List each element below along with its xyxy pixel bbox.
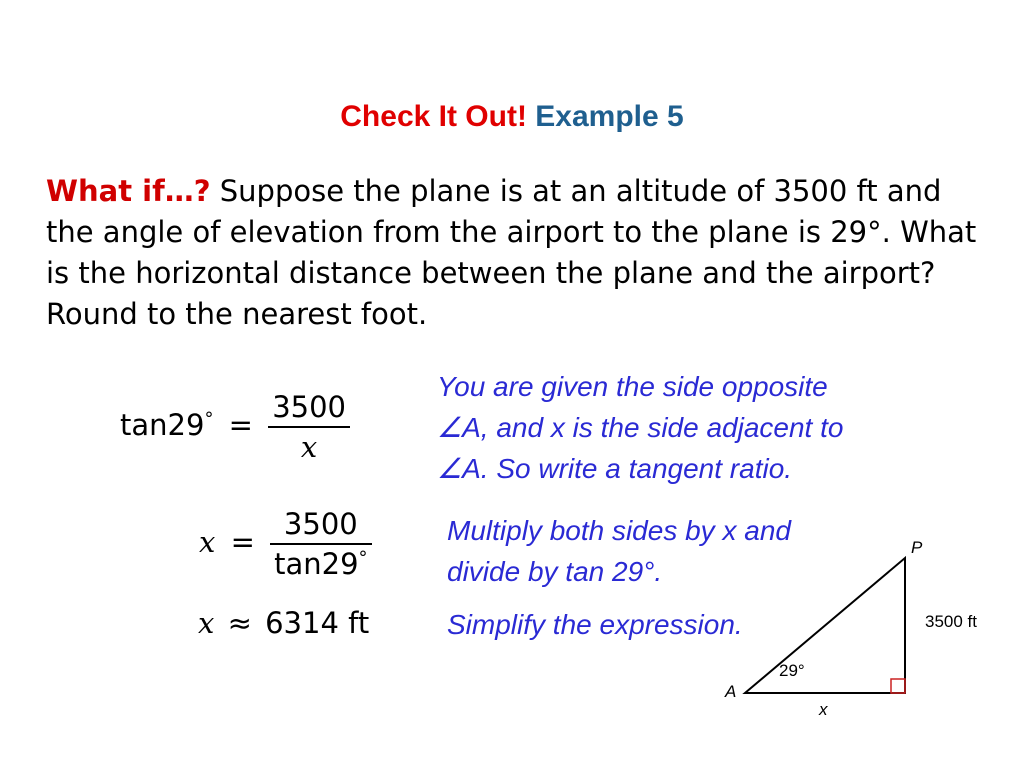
- eq1-lhs: tan29: [120, 408, 205, 442]
- eq1-degree: °: [204, 408, 214, 430]
- step2-note-line2: divide by tan 29°.: [447, 556, 663, 587]
- right-triangle-diagram: [715, 535, 1024, 725]
- eq3-lhs: x: [198, 606, 215, 640]
- equation-result: [198, 606, 369, 640]
- eq2-equals: =: [230, 525, 255, 559]
- problem-text: Suppose the plane is at an altitude of 3500 ft and the angle of elevation from the airport to the plane is 29°. What is the horizontal distance between the plane and the airport? Round to the nearest foot.: [46, 174, 977, 331]
- problem-statement: [46, 171, 991, 335]
- step1-note-line2: ∠A, and x is the side adjacent to: [437, 412, 844, 443]
- title-check-it-out: Check It Out!: [340, 100, 527, 133]
- eq2-fraction: [270, 507, 371, 581]
- equation-tangent-ratio: [120, 390, 350, 464]
- eq2-denominator: [270, 545, 371, 581]
- eq2-denominator-text: tan29: [274, 547, 359, 581]
- step1-note: [437, 366, 843, 489]
- right-angle-marker: [891, 679, 905, 693]
- eq2-degree: °: [358, 547, 368, 569]
- vertex-p-label: P: [911, 538, 923, 557]
- eq1-denominator: x: [300, 430, 318, 464]
- eq1-numerator: 3500: [272, 390, 346, 424]
- title-example-number: Example 5: [535, 100, 684, 133]
- triangle-outline: [745, 558, 905, 693]
- step2-note-line1: Multiply both sides by x and: [447, 515, 791, 546]
- slide-title: [0, 100, 1024, 134]
- step3-note: Simplify the expression.: [447, 609, 743, 640]
- vertex-a-label: A: [725, 682, 737, 701]
- eq3-value: 6314 ft: [265, 606, 370, 640]
- eq2-lhs: x: [199, 525, 216, 559]
- eq2-numerator: 3500: [283, 507, 358, 541]
- problem-lead: What if…?: [46, 174, 211, 208]
- step1-note-line3: ∠A. So write a tangent ratio.: [437, 453, 793, 484]
- angle-label: 29°: [779, 661, 805, 680]
- eq3-approx: ≈: [227, 606, 252, 640]
- side-x-label: x: [819, 700, 828, 719]
- eq1-fraction: [268, 390, 350, 464]
- height-label: 3500 ft: [925, 612, 977, 631]
- equation-solve-x: [199, 507, 372, 581]
- step1-note-line1: You are given the side opposite: [437, 371, 828, 402]
- eq1-equals: =: [228, 408, 253, 442]
